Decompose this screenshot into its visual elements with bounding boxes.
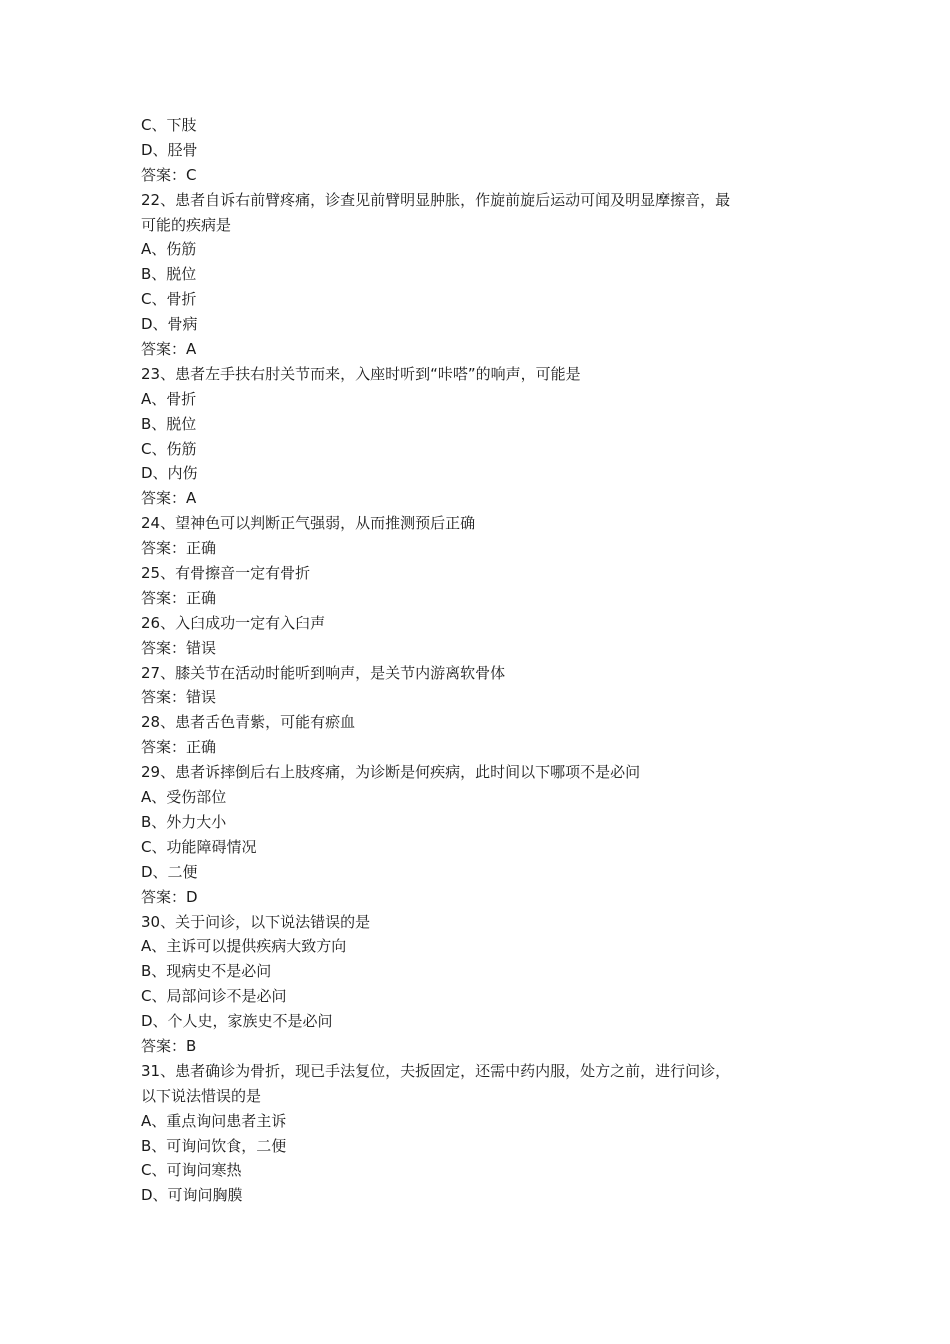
option-line: A、骨折 <box>141 389 197 408</box>
option-line: C、可询问寒热 <box>141 1161 242 1180</box>
question-line: 31、患者确诊为骨折，现已手法复位，夫扳固定，还需中药内服，处方之前，进行问诊， <box>141 1061 731 1080</box>
question-line: 22、患者自诉右前臂疼痛，诊查见前臂明显肿胀，作旋前旋后运动可闻及明显摩擦音，最 <box>141 190 731 209</box>
question-line: 25、有骨擦音一定有骨折 <box>141 564 311 583</box>
answer-line: 答案：正确 <box>141 738 217 757</box>
question-line-continued: 可能的疾病是 <box>141 215 232 234</box>
option-line: D、骨病 <box>141 315 198 334</box>
answer-line: 答案：A <box>141 340 197 359</box>
answer-line: 答案：D <box>141 887 198 906</box>
option-line: B、脱位 <box>141 265 197 284</box>
document-body <box>141 113 811 1208</box>
question-line: 23、患者左手扶右肘关节而来，入座时听到“咔嗒”的响声，可能是 <box>141 364 581 383</box>
option-line: B、可询问饮食，二便 <box>141 1136 287 1155</box>
option-line: B、脱位 <box>141 414 197 433</box>
option-line: C、功能障碍情况 <box>141 837 257 856</box>
option-line: A、受伤部位 <box>141 788 227 807</box>
option-line: C、局部问诊不是必问 <box>141 987 287 1006</box>
answer-line: 答案：错误 <box>141 638 217 657</box>
question-line: 24、望神色可以判断正气强弱，从而推测预后正确 <box>141 514 476 533</box>
option-line: C、骨折 <box>141 290 197 309</box>
option-line: D、胫骨 <box>141 140 198 159</box>
option-line: A、主诉可以提供疾病大致方向 <box>141 937 347 956</box>
option-line: C、伤筋 <box>141 439 197 458</box>
question-line: 26、入臼成功一定有入臼声 <box>141 613 326 632</box>
question-line: 27、膝关节在活动时能听到响声，是关节内游离软骨体 <box>141 663 506 682</box>
question-line-continued: 以下说法惜误的是 <box>141 1086 262 1105</box>
option-line: B、现病史不是必问 <box>141 962 272 981</box>
answer-line: 答案：C <box>141 165 197 184</box>
option-line: A、伤筋 <box>141 240 197 259</box>
option-line: C、下肢 <box>141 116 197 134</box>
answer-line: 答案：正确 <box>141 588 217 607</box>
question-line: 29、患者诉摔倒后右上肢疼痛，为诊断是何疾病，此时间以下哪项不是必问 <box>141 763 641 782</box>
option-line: D、内伤 <box>141 464 198 483</box>
option-line: A、重点询问患者主诉 <box>141 1111 287 1130</box>
answer-line: 答案：错误 <box>141 688 217 707</box>
option-line: D、个人史，家族史不是必问 <box>141 1012 333 1031</box>
option-line: B、外力大小 <box>141 812 227 831</box>
answer-line: 答案：B <box>141 1036 197 1055</box>
question-line: 30、关于问诊，以下说法错误的是 <box>141 912 371 931</box>
question-line: 28、患者舌色青紫，可能有瘀血 <box>141 713 356 732</box>
option-line: D、可询问胸膜 <box>141 1186 243 1205</box>
answer-line: 答案：正确 <box>141 539 217 558</box>
option-line: D、二便 <box>141 862 198 881</box>
answer-line: 答案：A <box>141 489 197 508</box>
